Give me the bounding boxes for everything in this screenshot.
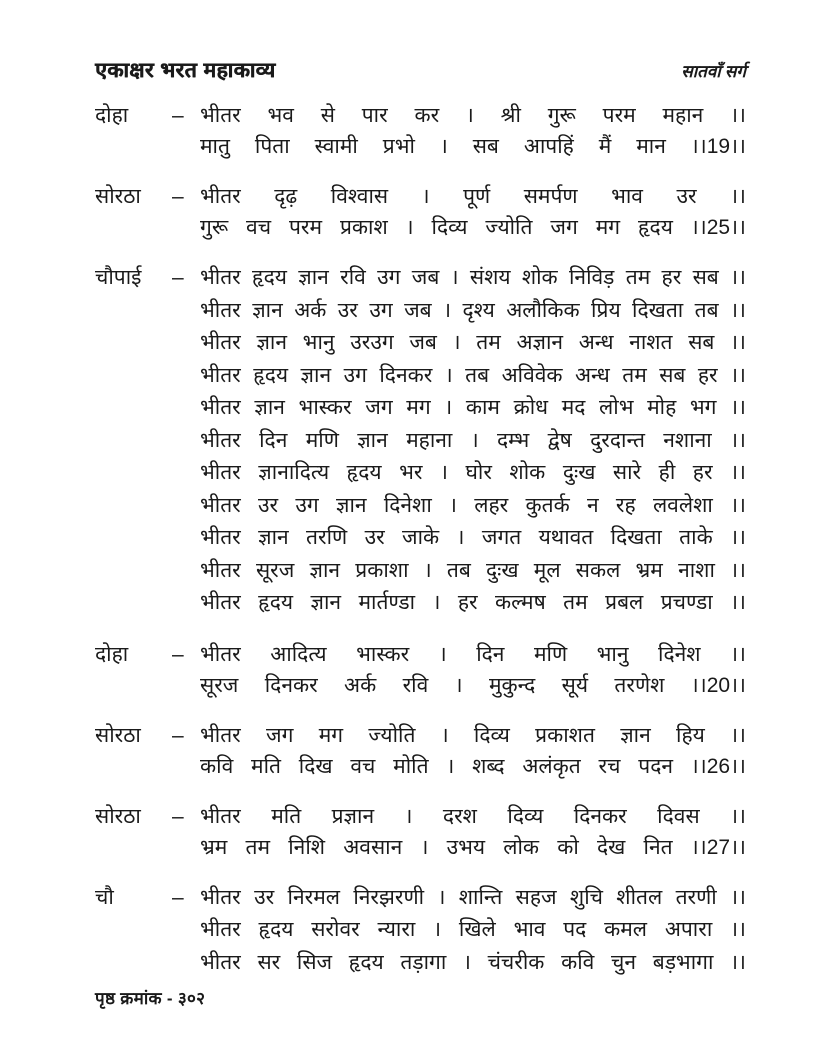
page-footer bbox=[95, 986, 205, 1009]
verse-line: सूरज दिनकर अर्क रवि । मुकुन्द सूर्य तरणेश ।।20।। bbox=[200, 673, 746, 697]
dash-separator: – bbox=[172, 723, 184, 747]
dash-separator: – bbox=[172, 185, 184, 208]
verse-line: भीतर ज्ञानादित्य हृदय भर । घोर शोक दुःख सारे ही हर ।। bbox=[200, 461, 746, 484]
verse-line: भीतर सर सिज हृदय तड़ागा । चंचरीक कवि चुन बड़भागा ।। bbox=[200, 950, 746, 974]
dash-separator: – bbox=[172, 104, 184, 127]
book-title: एकाक्षर भरत महाकाव्य bbox=[95, 59, 276, 82]
verse-lines bbox=[200, 720, 746, 782]
verse-meter-label: सोरठा bbox=[95, 723, 141, 747]
verse-block bbox=[95, 639, 746, 701]
verse-lines bbox=[200, 882, 746, 980]
verse-line: भीतर ज्ञान भास्कर जग मग । काम क्रोध मद लोभ मोह भग ।। bbox=[200, 396, 746, 419]
verse-line: गुरू वच परम प्रकाश । दिव्य ज्योति जग मग हृदय ।।25।। bbox=[200, 216, 746, 239]
verse-meter-label: दोहा bbox=[95, 642, 129, 666]
verse-line: भीतर दिन मणि ज्ञान महाना । दम्भ द्वेष दुरदान्त नशाना ।। bbox=[200, 428, 746, 452]
verse-lines bbox=[200, 100, 746, 162]
verse-meter-label: सोरठा bbox=[95, 804, 141, 828]
verse-line: भीतर जग मग ज्योति । दिव्य प्रकाशत ज्ञान हिय ।। bbox=[200, 723, 746, 747]
verse-block bbox=[95, 882, 746, 980]
verse-lines bbox=[200, 801, 746, 863]
verse-line: भीतर दृढ़ विश्वास । पूर्ण समर्पण भाव उर ।। bbox=[200, 185, 746, 208]
dash-separator: – bbox=[172, 266, 184, 289]
verse-line: भीतर ज्ञान अर्क उर उग जब । दृश्य अलौकिक प्रिय दिखता तब ।। bbox=[200, 298, 746, 322]
verse-line: भीतर मति प्रज्ञान । दरश दिव्य दिनकर दिवस ।। bbox=[200, 804, 746, 828]
verse-block bbox=[95, 181, 746, 243]
verse-line: भीतर हृदय ज्ञान उग दिनकर । तब अविवेक अन्ध तम सब हर ।। bbox=[200, 363, 746, 387]
verse-line: भीतर आदित्य भास्कर । दिन मणि भानु दिनेश ।। bbox=[200, 642, 746, 666]
verse-line: भ्रम तम निशि अवसान । उभय लोक को देख नित ।।27।। bbox=[200, 835, 746, 859]
verse-line: भीतर सूरज ज्ञान प्रकाशा । तब दुःख मूल सकल भ्रम नाशा ।। bbox=[200, 558, 746, 582]
page-number-label: पृष्ठ क्रमांक - ३०२ bbox=[95, 989, 206, 1008]
verse-line: मातु पिता स्वामी प्रभो । सब आपहिं मैं मान ।।19।। bbox=[200, 135, 746, 158]
verse-meter-label: चौ bbox=[95, 885, 114, 909]
verse-lines bbox=[200, 639, 746, 701]
verse-lines bbox=[200, 181, 746, 243]
verse-line: भीतर हृदय ज्ञान रवि उग जब । संशय शोक निविड़ तम हर सब ।। bbox=[200, 266, 746, 289]
dash-separator: – bbox=[172, 642, 184, 666]
verse-line: भीतर भव से पार कर । श्री गुरू परम महान ।। bbox=[200, 104, 746, 127]
verse-meter-label: चौपाई bbox=[95, 266, 142, 289]
verse-line: कवि मति दिख वच मोति । शब्द अलंकृत रच पदन ।।26।। bbox=[200, 754, 746, 778]
verse-line: भीतर हृदय सरोवर न्यारा । खिले भाव पद कमल अपारा ।। bbox=[200, 918, 746, 941]
verse-block bbox=[95, 801, 746, 863]
verse-container bbox=[95, 100, 746, 979]
dash-separator: – bbox=[172, 885, 184, 909]
verse-line: भीतर उर उग ज्ञान दिनेशा । लहर कुतर्क न रह लवलेशा ।। bbox=[200, 493, 746, 517]
verse-line: भीतर ज्ञान तरणि उर जाके । जगत यथावत दिखता ताके ।। bbox=[200, 526, 746, 549]
verse-block bbox=[95, 100, 746, 162]
verse-block bbox=[95, 720, 746, 782]
verse-lines bbox=[200, 262, 746, 620]
verse-line: भीतर हृदय ज्ञान मार्तण्डा । हर कल्मष तम प्रबल प्रचण्डा ।। bbox=[200, 591, 746, 614]
verse-block bbox=[95, 262, 746, 620]
page-header bbox=[95, 56, 746, 84]
verse-meter-label: सोरठा bbox=[95, 185, 141, 208]
verse-line: भीतर उर निरमल निरझरणी । शान्ति सहज शुचि शीतल तरणी ।। bbox=[200, 885, 746, 909]
verse-meter-label: दोहा bbox=[95, 104, 129, 127]
verse-line: भीतर ज्ञान भानु उरउग जब । तम अज्ञान अन्ध नाशत सब ।। bbox=[200, 331, 746, 354]
chapter-title: सातवाँ सर्ग bbox=[681, 62, 746, 81]
dash-separator: – bbox=[172, 804, 184, 828]
